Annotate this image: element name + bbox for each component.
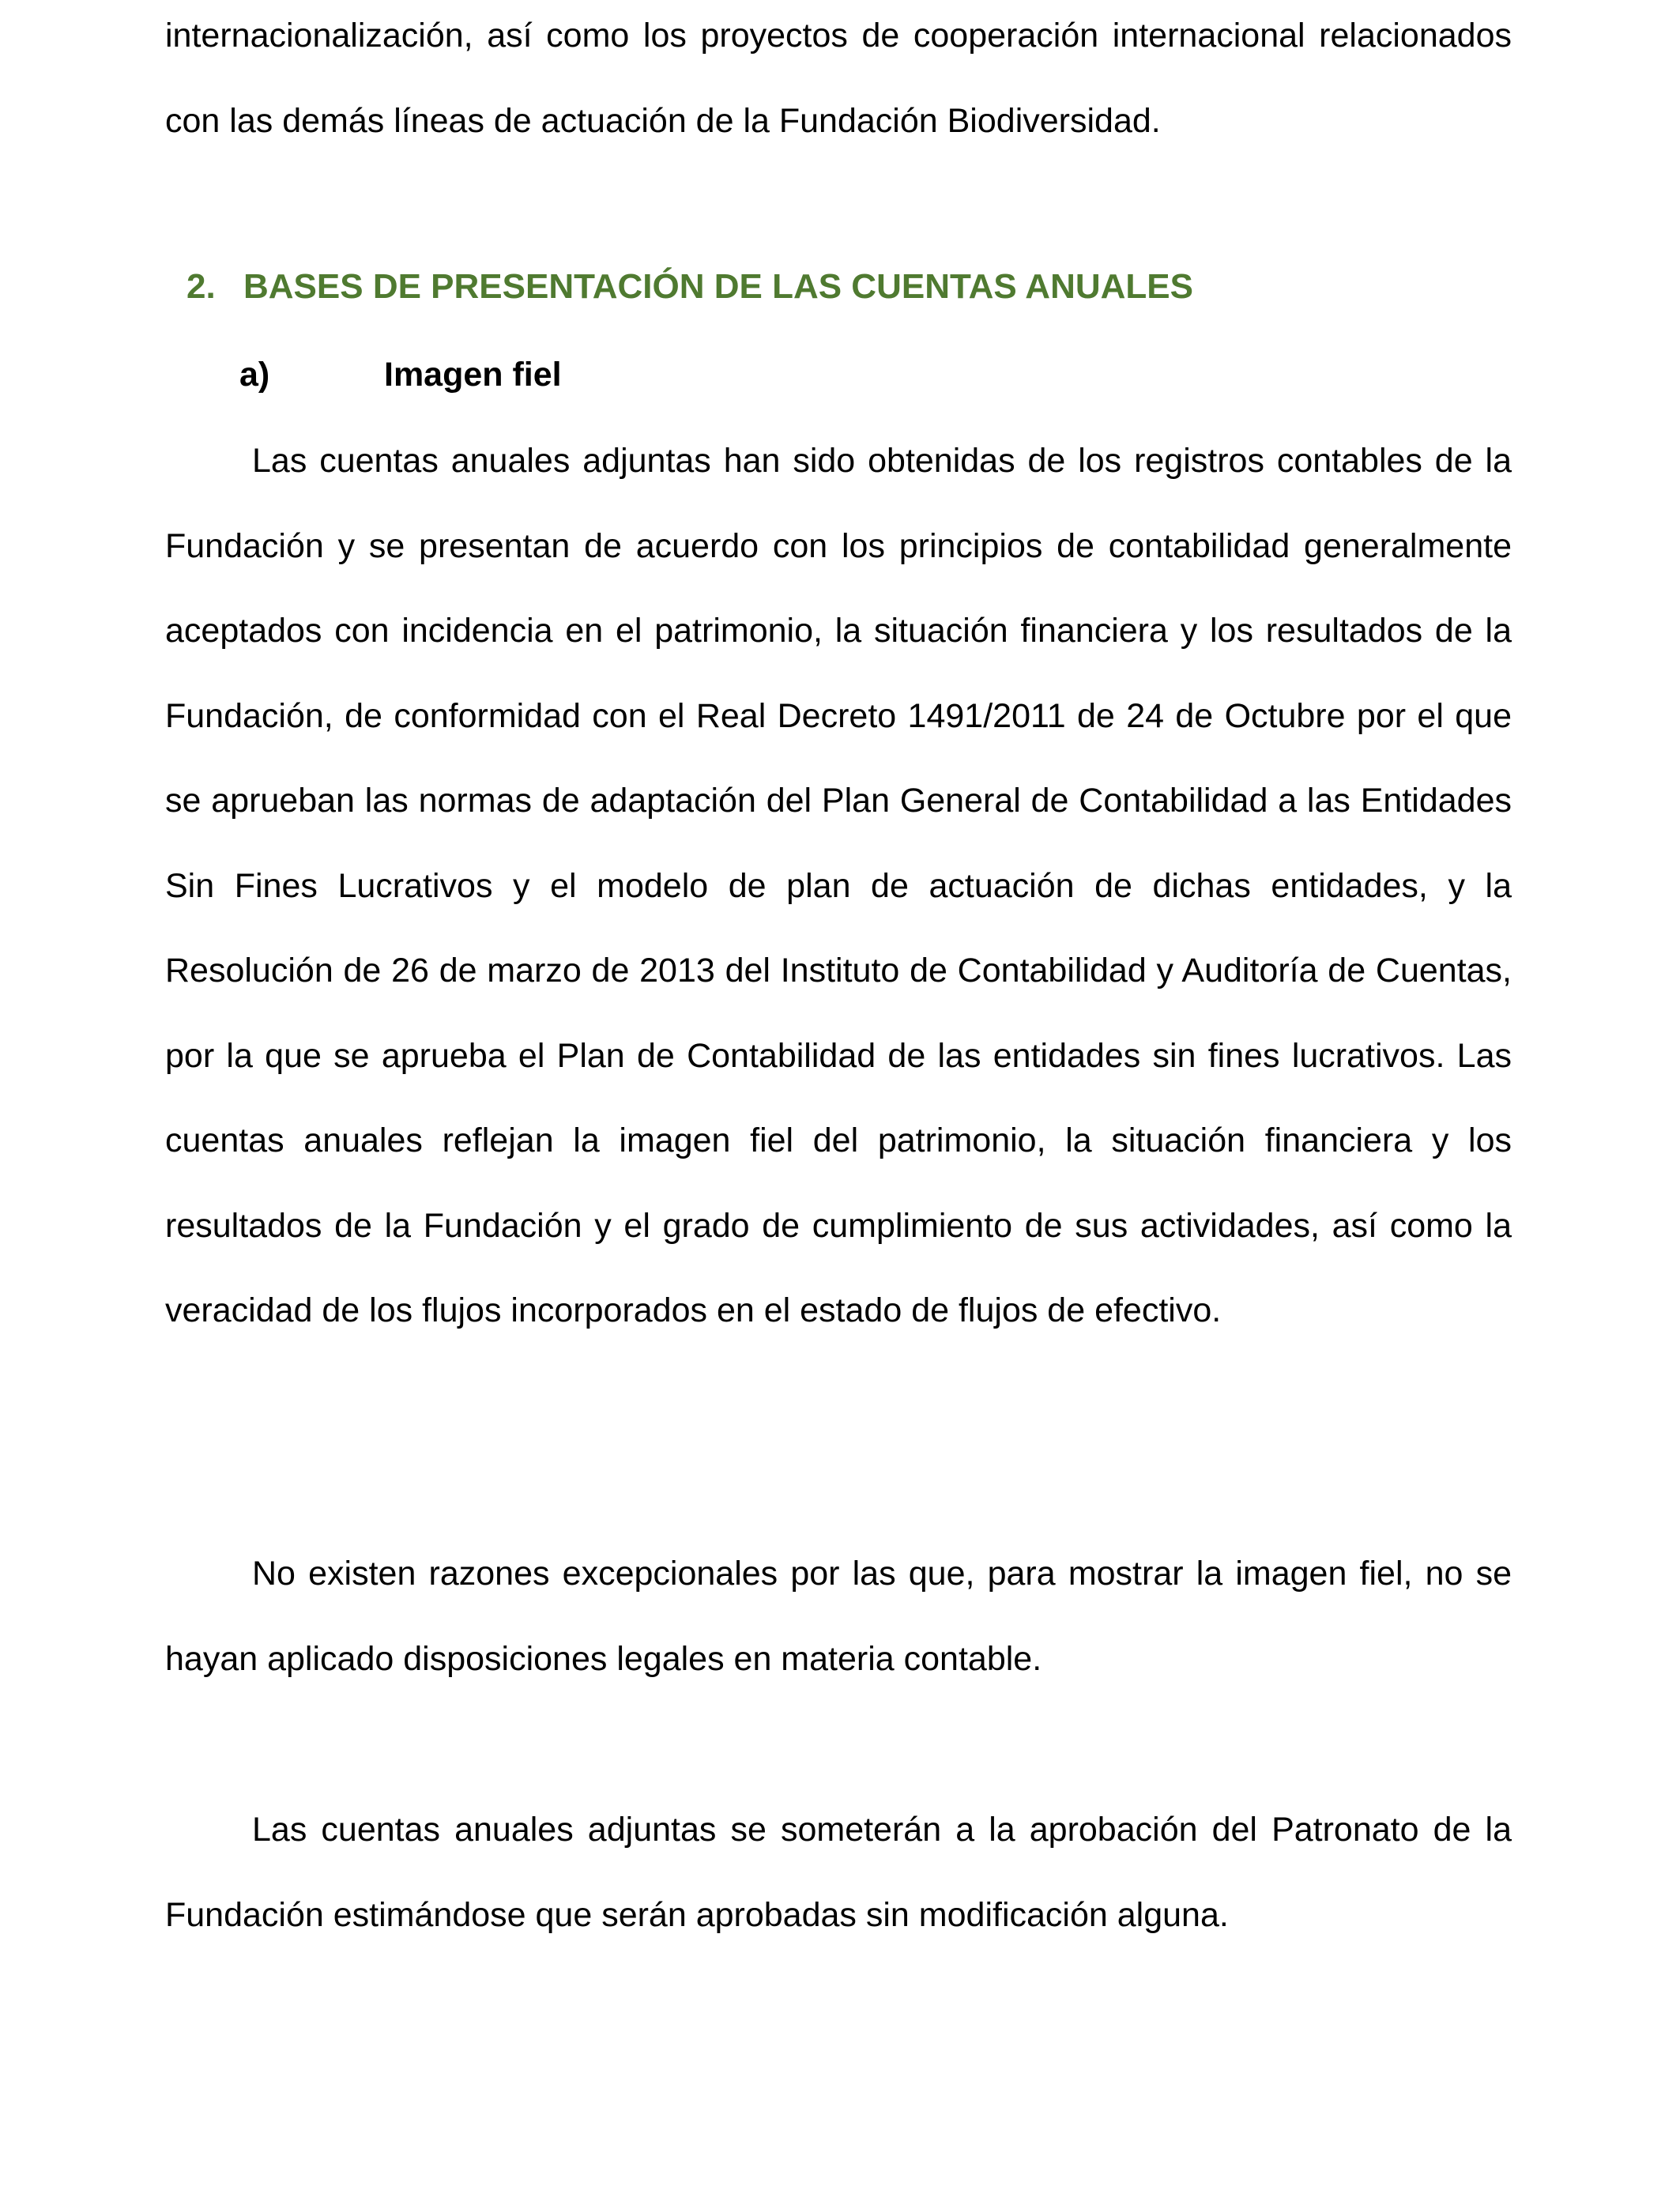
paragraph-imagen-fiel: Las cuentas anuales adjuntas han sido obtenidas de los registros contables de la Fundación y se presentan de acuerdo con los principios de contabilidad generalmente aceptados con incidencia en el patrimonio, la situación financiera y los resultados de la Fundación, de conformidad con el Real Decreto 1491/2011 de 24 de Octubre por el que se aprueban las normas de adaptación del Plan General de Contabilidad a las Entidades Sin Fines Lucrativos y el modelo de plan de actuación de dichas entidades, y la Resolución de 26 de marzo de 2013 del Instituto de Contabilidad y Auditoría de Cuentas, por la que se aprueba el Plan de Contabilidad de las entidades sin fines lucrativos. Las cuentas anuales reflejan la imagen fiel del patrimonio, la situación financiera y los resultados de la Fundación y el grado de cumplimiento de sus actividades, así como la veracidad de los flujos incorporados en el estado de flujos de efectivo.	[165, 442, 1512, 1329]
section-title: BASES DE PRESENTACIÓN DE LAS CUENTAS ANUALES	[243, 267, 1193, 306]
section-number: 2.	[186, 267, 216, 306]
paragraph-aprobacion-patronato: Las cuentas anuales adjuntas se someterán a la aprobación del Patronato de la Fundación estimándose que serán aprobadas sin modificación alguna.	[165, 1811, 1512, 1934]
paragraph-razones-excepcionales: No existen razones excepcionales por las que, para mostrar la imagen fiel, no se hayan aplicado disposiciones legales en materia contable.	[165, 1555, 1512, 1678]
subsection-title: Imagen fiel	[384, 356, 562, 394]
subsection-heading	[239, 351, 562, 398]
section-heading	[186, 263, 1193, 311]
intro-paragraph: internacionalización, así como los proyectos de cooperación internacional relacionados con las demás líneas de actuación de la Fundación Biodiversidad.	[165, 17, 1512, 140]
subsection-letter: a)	[239, 356, 270, 394]
